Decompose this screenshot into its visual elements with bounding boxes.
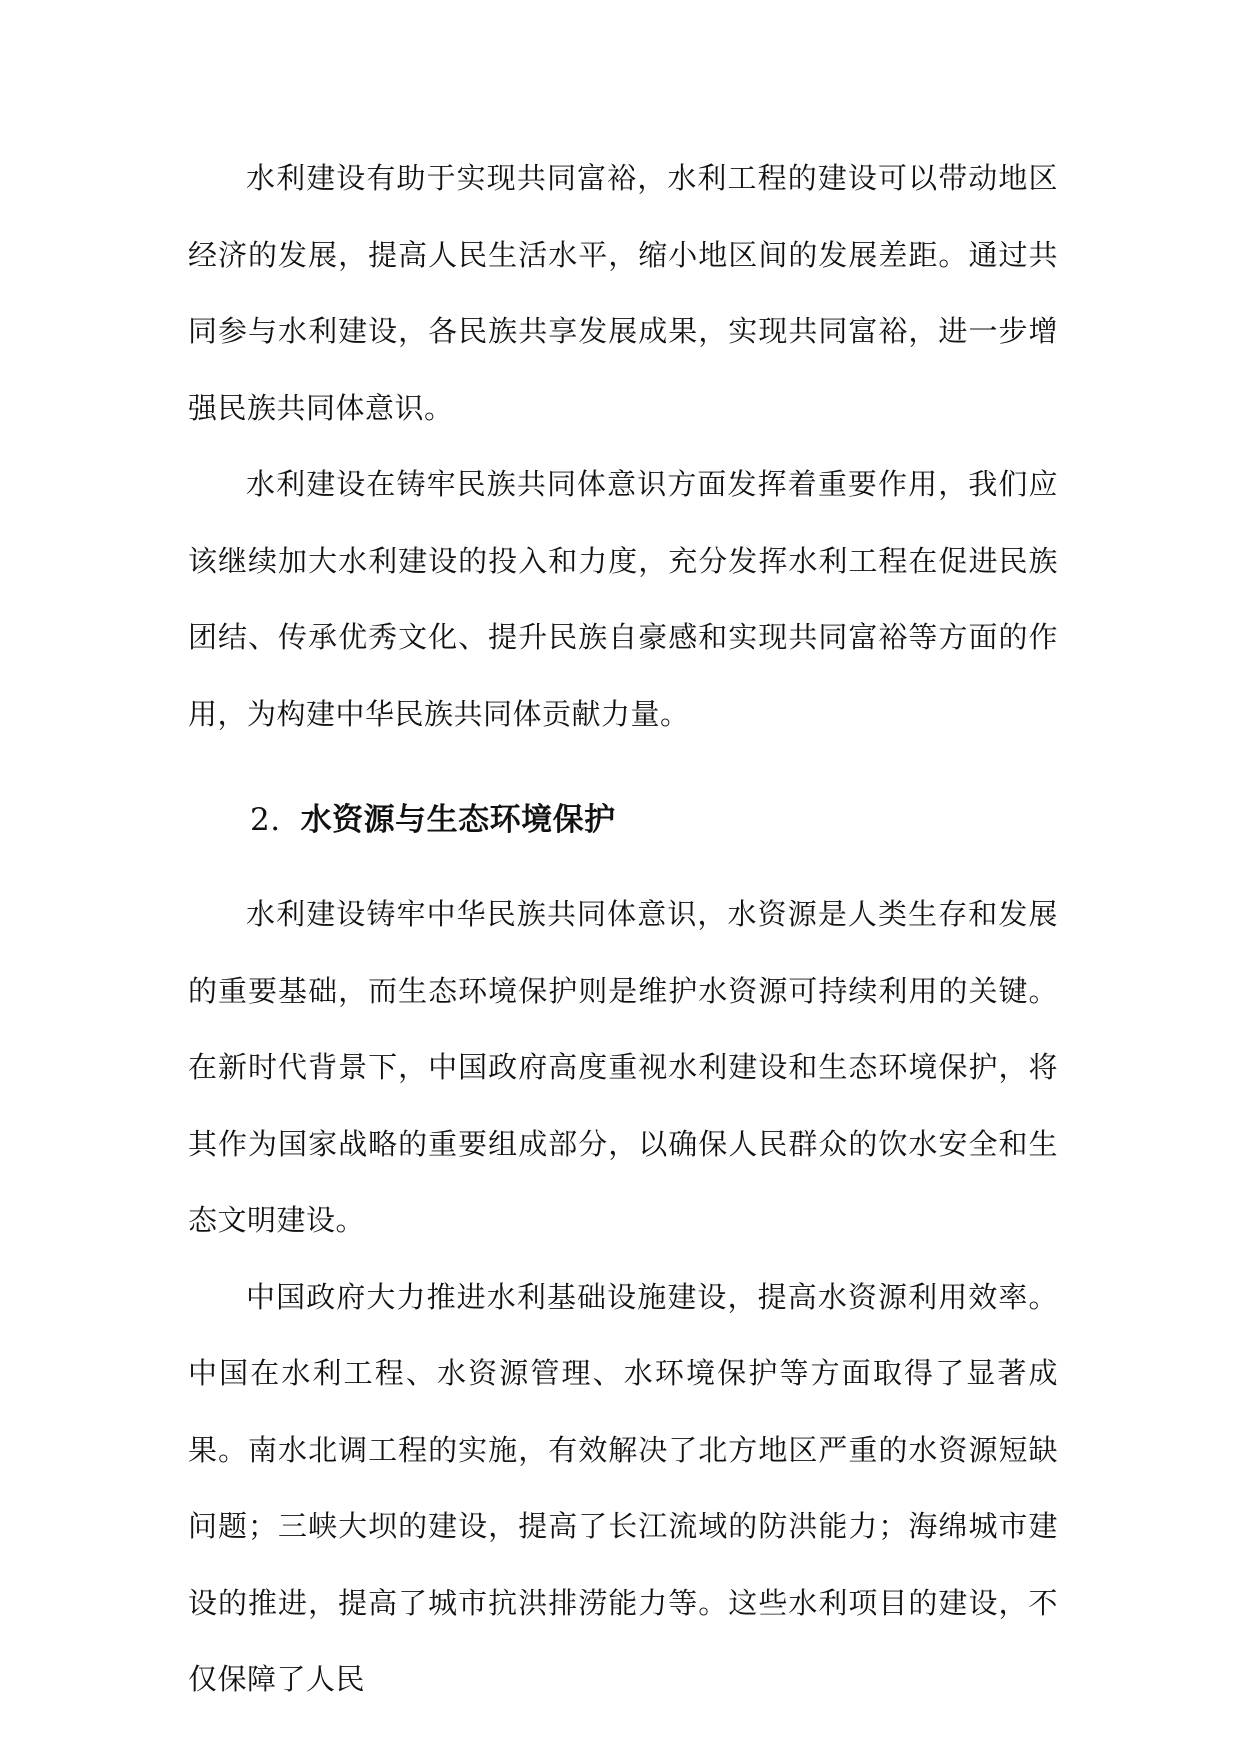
section-heading (188, 772, 1058, 868)
paragraph-water-resources: 水利建设铸牢中华民族共同体意识，水资源是人类生存和发展的重要基础，而生态环境保护则是维护水资源可持续利用的关键。在新时代背景下，中国政府高度重视水利建设和生态环境保护，将其作为国家战略的重要组成部分，以确保人民群众的饮水安全和生态文明建设。 (188, 897, 1058, 1237)
section-title: 水资源与生态环境保护 (300, 802, 616, 838)
paragraph-common-prosperity: 水利建设有助于实现共同富裕，水利工程的建设可以带动地区经济的发展，提高人民生活水平，缩小地区间的发展差距。通过共同参与水利建设，各民族共享发展成果，实现共同富裕，进一步增强民族共同体意识。 (188, 161, 1058, 425)
paragraph-conclusion: 水利建设在铸牢民族共同体意识方面发挥着重要作用，我们应该继续加大水利建设的投入和力度，充分发挥水利工程在促进民族团结、传承优秀文化、提升民族自豪感和实现共同富裕等方面的作用，为构建中华民族共同体贡献力量。 (188, 467, 1058, 731)
document-body (188, 140, 1058, 1718)
section-number: 2. (250, 802, 281, 838)
paragraph-infrastructure: 中国政府大力推进水利基础设施建设，提高水资源利用效率。中国在水利工程、水资源管理、水环境保护等方面取得了显著成果。南水北调工程的实施，有效解决了北方地区严重的水资源短缺问题；三峡大坝的建设，提高了长江流域的防洪能力；海绵城市建设的推进，提高了城市抗洪排涝能力等。这些水利项目的建设，不仅保障了人民 (188, 1279, 1058, 1696)
